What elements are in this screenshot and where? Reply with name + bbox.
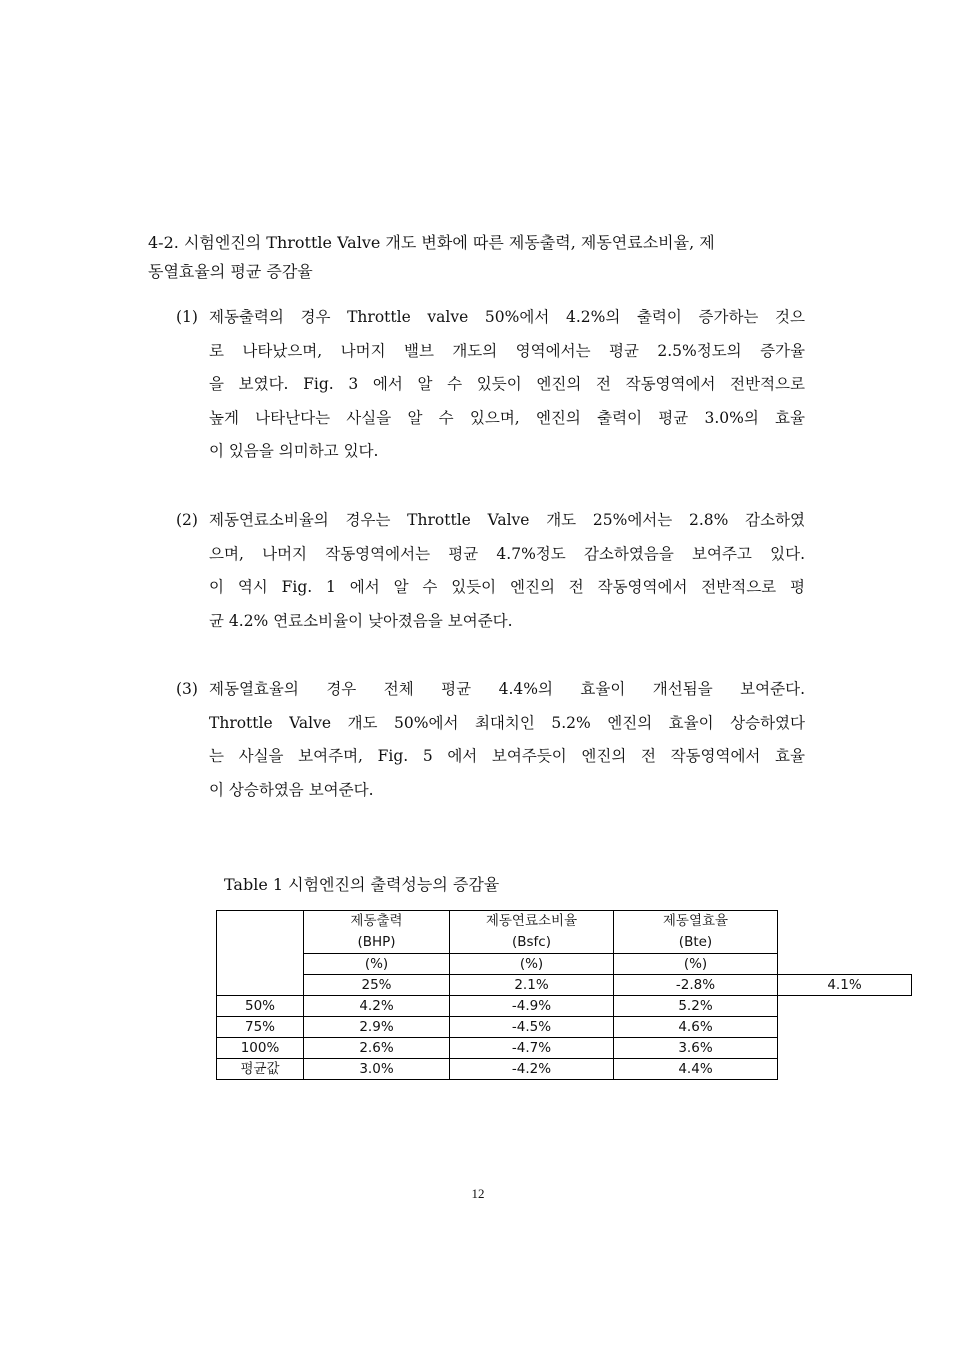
header-abbr: (BHP) (357, 934, 396, 950)
table-cell: -4.7% (450, 1038, 614, 1059)
list-item-number: (1) (176, 308, 198, 326)
section-heading (148, 228, 808, 286)
table-row (217, 1038, 912, 1059)
table-row-label: 75% (217, 1017, 304, 1038)
table-row-label: 50% (217, 996, 304, 1017)
table-row-label: 100% (217, 1038, 304, 1059)
header-name: 제동연료소비율 (485, 913, 578, 929)
table-cell: -4.5% (450, 1017, 614, 1038)
table-cell: 4.2% (304, 996, 450, 1017)
table-row (217, 1017, 912, 1038)
performance-table (216, 910, 912, 1080)
list-item-number: (2) (176, 511, 198, 529)
paragraph-line: 이 역시 Fig. 1 에서 알 수 있듯이 엔진의 전 작동영역에서 전반적으로 평 (209, 578, 805, 596)
paragraph-line: 제동열효율의 경우 전체 평균 4.4%의 효율이 개선됨을 보여준다. (209, 680, 805, 698)
header-name: 제동출력 (350, 913, 403, 929)
table-cell: -4.9% (450, 996, 614, 1017)
table-header-cell (450, 911, 614, 954)
table-row (217, 996, 912, 1017)
table-cell: 4.1% (778, 975, 912, 996)
table-cell: 4.4% (614, 1059, 778, 1080)
table-cell: 2.1% (450, 975, 614, 996)
table-row-label: 25% (304, 975, 450, 996)
paragraph-line: 을 보였다. Fig. 3 에서 알 수 있듯이 엔진의 전 작동영역에서 전반적으로 (209, 375, 805, 393)
table-units-row (217, 954, 912, 975)
table-cell: 5.2% (614, 996, 778, 1017)
header-abbr: (Bsfc) (511, 934, 551, 950)
paragraph-line: 는 사실을 보여주며, Fig. 5 에서 보여주듯이 엔진의 전 작동영역에서 효율 (209, 747, 805, 765)
table-unit-cell: (%) (304, 954, 450, 975)
table-cell: 3.6% (614, 1038, 778, 1059)
header-name: 제동열효율 (662, 913, 729, 929)
paragraph-line: 높게 나타난다는 사실을 알 수 있으며, 엔진의 출력이 평균 3.0%의 효율 (209, 408, 805, 427)
paragraph-line: 이 있음을 의미하고 있다. (209, 442, 379, 460)
table-caption: Table 1 시험엔진의 출력성능의 증감율 (224, 875, 500, 894)
paragraph-line: 제동출력의 경우 Throttle valve 50%에서 4.2%의 출력이 증가하는 것으 (209, 308, 805, 326)
table-header-cell (304, 911, 450, 954)
list-item-1 (176, 301, 806, 469)
table-unit-cell: (%) (614, 954, 778, 975)
table-cell: -4.2% (450, 1059, 614, 1080)
section-heading-line1: 4-2. 시험엔진의 Throttle Valve 개도 변화에 따른 제동출력, 제동연료소비율, 제 (148, 233, 715, 252)
table-header-row (217, 911, 912, 954)
table-unit-cell: (%) (450, 954, 614, 975)
table-cell: 4.6% (614, 1017, 778, 1038)
section-heading-line2: 동열효율의 평균 증감율 (148, 262, 313, 281)
table-cell: 2.9% (304, 1017, 450, 1038)
list-item-3 (176, 673, 806, 807)
page-number: 12 (471, 1186, 485, 1201)
table-row-average (217, 1059, 912, 1080)
paragraph-line: 제동연료소비율의 경우는 Throttle Valve 개도 25%에서는 2.8% 감소하였 (209, 511, 805, 529)
list-item-2 (176, 504, 806, 638)
paragraph-line: 균 4.2% 연료소비율이 낮아졌음을 보여준다. (209, 611, 513, 630)
table-row (217, 975, 912, 996)
table-cell: 3.0% (304, 1059, 450, 1080)
paragraph-line: Throttle Valve 개도 50%에서 최대치인 5.2% 엔진의 효율이 상승하였다 (209, 713, 805, 732)
table-cell: -2.8% (614, 975, 778, 996)
table-row-label: 평균값 (217, 1059, 304, 1080)
table-header-cell (217, 911, 304, 996)
table-header-cell (614, 911, 778, 954)
list-item-number: (3) (176, 680, 198, 698)
paragraph-line: 로 나타났으며, 나머지 밸브 개도의 영역에서는 평균 2.5%정도의 증가율 (209, 341, 805, 360)
paragraph-line: 이 상승하였음 보여준다. (209, 780, 374, 799)
table-cell: 2.6% (304, 1038, 450, 1059)
paragraph-line: 으며, 나머지 작동영역에서는 평균 4.7%정도 감소하였음을 보여주고 있다. (209, 544, 805, 563)
header-abbr: (Bte) (678, 934, 713, 950)
